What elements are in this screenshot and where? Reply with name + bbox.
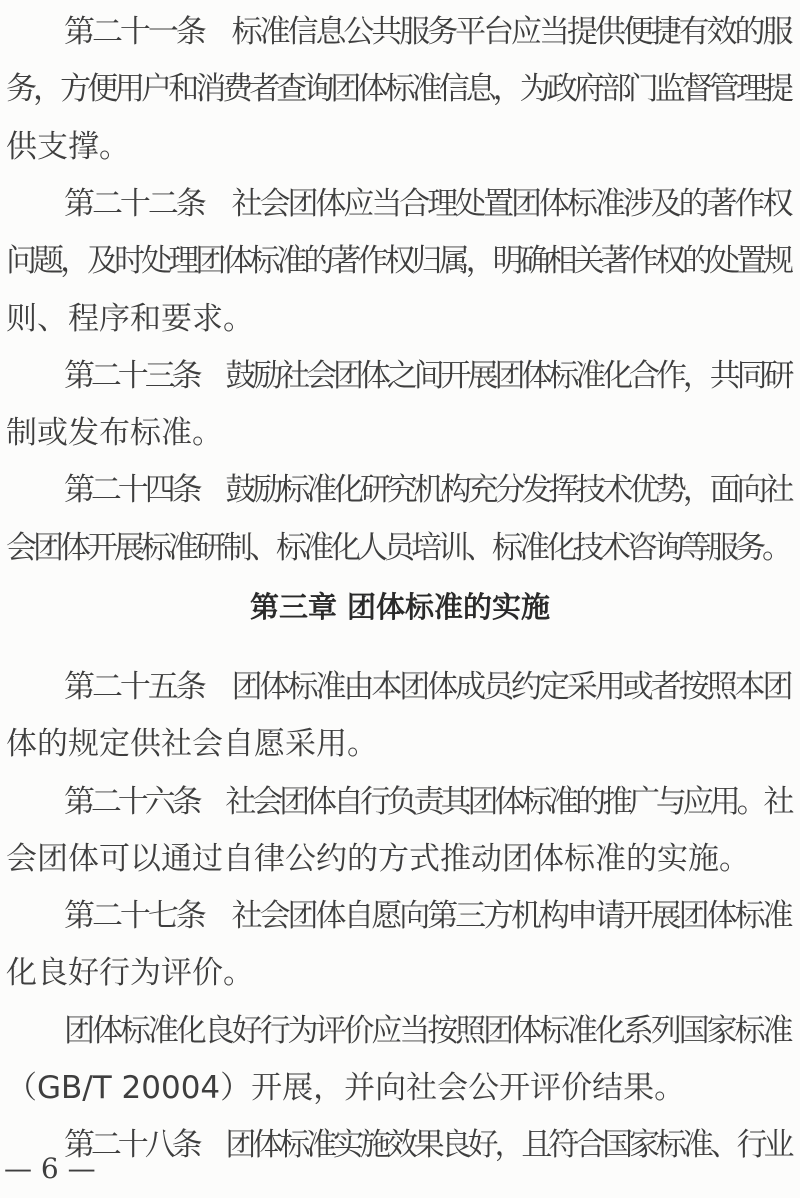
paragraph-line: 第二十四条 鼓励标准化研究机构充分发挥技术优势，面向社 — [64, 472, 790, 508]
paragraph-line: 第二十六条 社会团体自行负责其团体标准的推广与应用。社 — [64, 784, 790, 820]
page-number: — 6 — — [4, 1152, 96, 1185]
paragraph-line: 问题，及时处理团体标准的著作权归属，明确相关著作权的处置规 — [6, 243, 790, 279]
paragraph-line: 则、程序和要求。 — [6, 301, 254, 337]
paragraph-line: 会团体开展标准研制、标准化人员培训、标准化技术咨询等服务。 — [6, 530, 789, 566]
paragraph-line: 第二十五条 团体标准由本团体成员约定采用或者按照本团 — [64, 669, 790, 705]
paragraph-line: 务，方便用户和消费者查询团体标准信息，为政府部门监督管理提 — [6, 71, 790, 107]
paragraph-line: 会团体可以通过自律公约的方式推动团体标准的实施。 — [6, 841, 750, 877]
paragraph-line: 体的规定供社会自愿采用。 — [6, 726, 378, 762]
paragraph-line: （GB/T 20004）开展，并向社会公开评价结果。 — [6, 1070, 686, 1106]
paragraph-line: 第二十八条 团体标准实施效果良好，且符合国家标准、行业 — [64, 1127, 790, 1163]
paragraph-line: 第二十二条 社会团体应当合理处置团体标准涉及的著作权 — [64, 186, 790, 222]
paragraph-line: 化良好行为评价。 — [6, 955, 254, 991]
paragraph-line: 供支撑。 — [6, 129, 130, 165]
paragraph-line: 第二十一条 标准信息公共服务平台应当提供便捷有效的服 — [64, 14, 790, 50]
paragraph-line: 制或发布标准。 — [6, 415, 223, 451]
paragraph-line: 团体标准化良好行为评价应当按照团体标准化系列国家标准 — [64, 1013, 790, 1049]
chapter-heading: 第三章 团体标准的实施 — [249, 590, 551, 624]
paragraph-line: 第二十三条 鼓励社会团体之间开展团体标准化合作，共同研 — [64, 358, 790, 394]
paragraph-line: 第二十七条 社会团体自愿向第三方机构申请开展团体标准 — [64, 898, 790, 934]
